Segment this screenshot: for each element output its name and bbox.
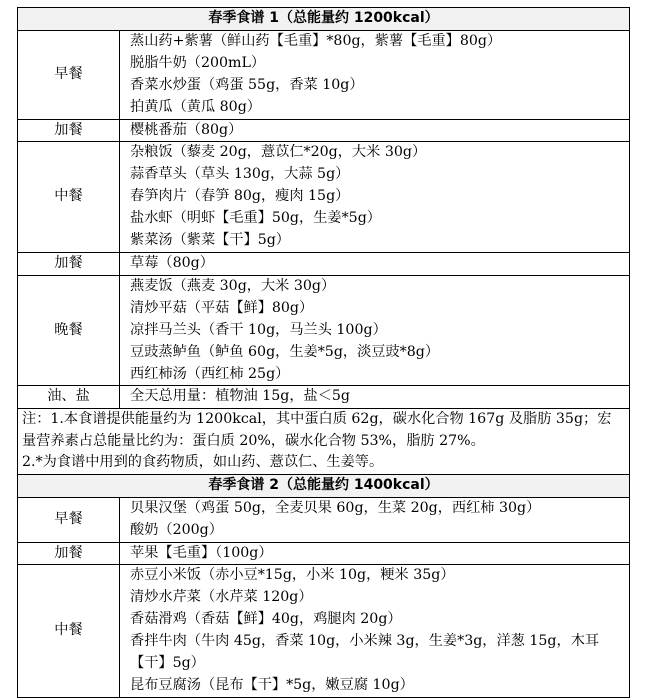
menu-item: 杂粮饭（藜麦 20g，薏苡仁*20g，大米 30g） [130,144,427,161]
meal-items [120,30,630,119]
meal-row [18,30,630,119]
menu-item: 豆豉蒸鲈鱼（鲈鱼 60g，生姜*5g，淡豆豉*8g） [130,343,440,360]
table-title: 春季食谱 1（总能量约 1200kcal） [18,8,630,31]
menu-item: 盐水虾（明虾【毛重】50g，生姜*5g） [130,210,381,227]
meal-label: 加餐 [18,542,120,565]
meal-row [18,275,630,386]
meal-label: 中餐 [18,565,120,697]
meal-items [120,497,630,542]
meal-label: 早餐 [18,30,120,119]
meal-label: 中餐 [18,142,120,253]
menu-table-body [18,8,630,698]
meal-row [18,497,630,542]
table-title-row [18,8,630,31]
menu-item: 草莓（80g） [130,254,214,271]
menu-item: 全天总用量：植物油 15g，盐＜5g [130,388,351,405]
menu-item: 香菇滑鸡（香菇【鲜】40g，鸡腿肉 20g） [130,611,402,628]
note-line: 2.*为食谱中用到的食药物质，如山药、薏苡仁、生姜等。 [22,454,384,471]
meal-row [18,119,630,142]
meal-label: 加餐 [18,252,120,275]
menu-item: 昆布豆腐汤（昆布【干】*5g，嫩豆腐 10g） [130,676,414,693]
menu-item: 脱脂牛奶（200mL） [130,54,266,71]
meal-items [120,275,630,386]
meal-items [120,119,630,142]
meal-items [120,252,630,275]
meal-row [18,386,630,409]
menu-item: 清炒水芹菜（水芹菜 120g） [130,589,313,606]
menu-item: 樱桃番茄（80g） [130,121,243,138]
menu-item: 紫菜汤（紫菜【干】5g） [130,232,290,249]
meal-label: 加餐 [18,119,120,142]
note-line: 注：1.本食谱提供能量约为 1200kcal，其中蛋白质 62g，碳水化合物 167g 及脂肪 35g；宏量营养素占总能量比约为：蛋白质 20%，碳水化合物 53%，脂肪 27%。 [22,411,612,449]
notes-row [18,409,630,475]
notes [18,409,630,475]
menu-item: 清炒平菇（平菇【鲜】80g） [130,299,314,316]
meal-row [18,252,630,275]
meal-items [120,386,630,409]
menu-item: 蒜香草头（草头 130g，大蒜 5g） [130,166,350,183]
menu-item: 凉拌马兰头（香干 10g，马兰头 100g） [130,321,387,338]
menu-item: 香菜水炒蛋（鸡蛋 55g，香菜 10g） [130,76,364,93]
meal-row [18,142,630,253]
meal-items [120,565,630,697]
menu-table [17,7,630,698]
menu-item: 香拌牛肉（牛肉 45g，香菜 10g，小米辣 3g，生姜*3g，洋葱 15g，木耳【干】5g） [130,633,600,672]
menu-item: 苹果【毛重】（100g） [130,544,273,561]
menu-item: 蒸山药+紫薯（鲜山药【毛重】*80g，紫薯【毛重】80g） [130,32,502,49]
meal-items [120,142,630,253]
menu-item: 赤豆小米饭（赤小豆*15g，小米 10g，粳米 35g） [130,567,455,584]
menu-item: 酸奶（200g） [130,521,223,538]
table-title-row [18,474,630,497]
meal-label: 晚餐 [18,275,120,386]
menu-item: 燕麦饭（燕麦 30g，大米 30g） [130,277,336,294]
menu-item: 拍黄瓜（黄瓜 80g） [130,98,261,115]
menu-item: 春笋肉片（春笋 80g，瘦肉 15g） [130,188,350,205]
meal-row [18,542,630,565]
meal-row [18,565,630,697]
meal-items [120,542,630,565]
meal-label: 早餐 [18,497,120,542]
menu-item: 西红柿汤（西红柿 25g） [130,365,290,382]
meal-label: 油、盐 [18,386,120,409]
table-title: 春季食谱 2（总能量约 1400kcal） [18,474,630,497]
menu-item: 贝果汉堡（鸡蛋 50g，全麦贝果 60g，生菜 20g，西红柿 30g） [130,499,541,516]
